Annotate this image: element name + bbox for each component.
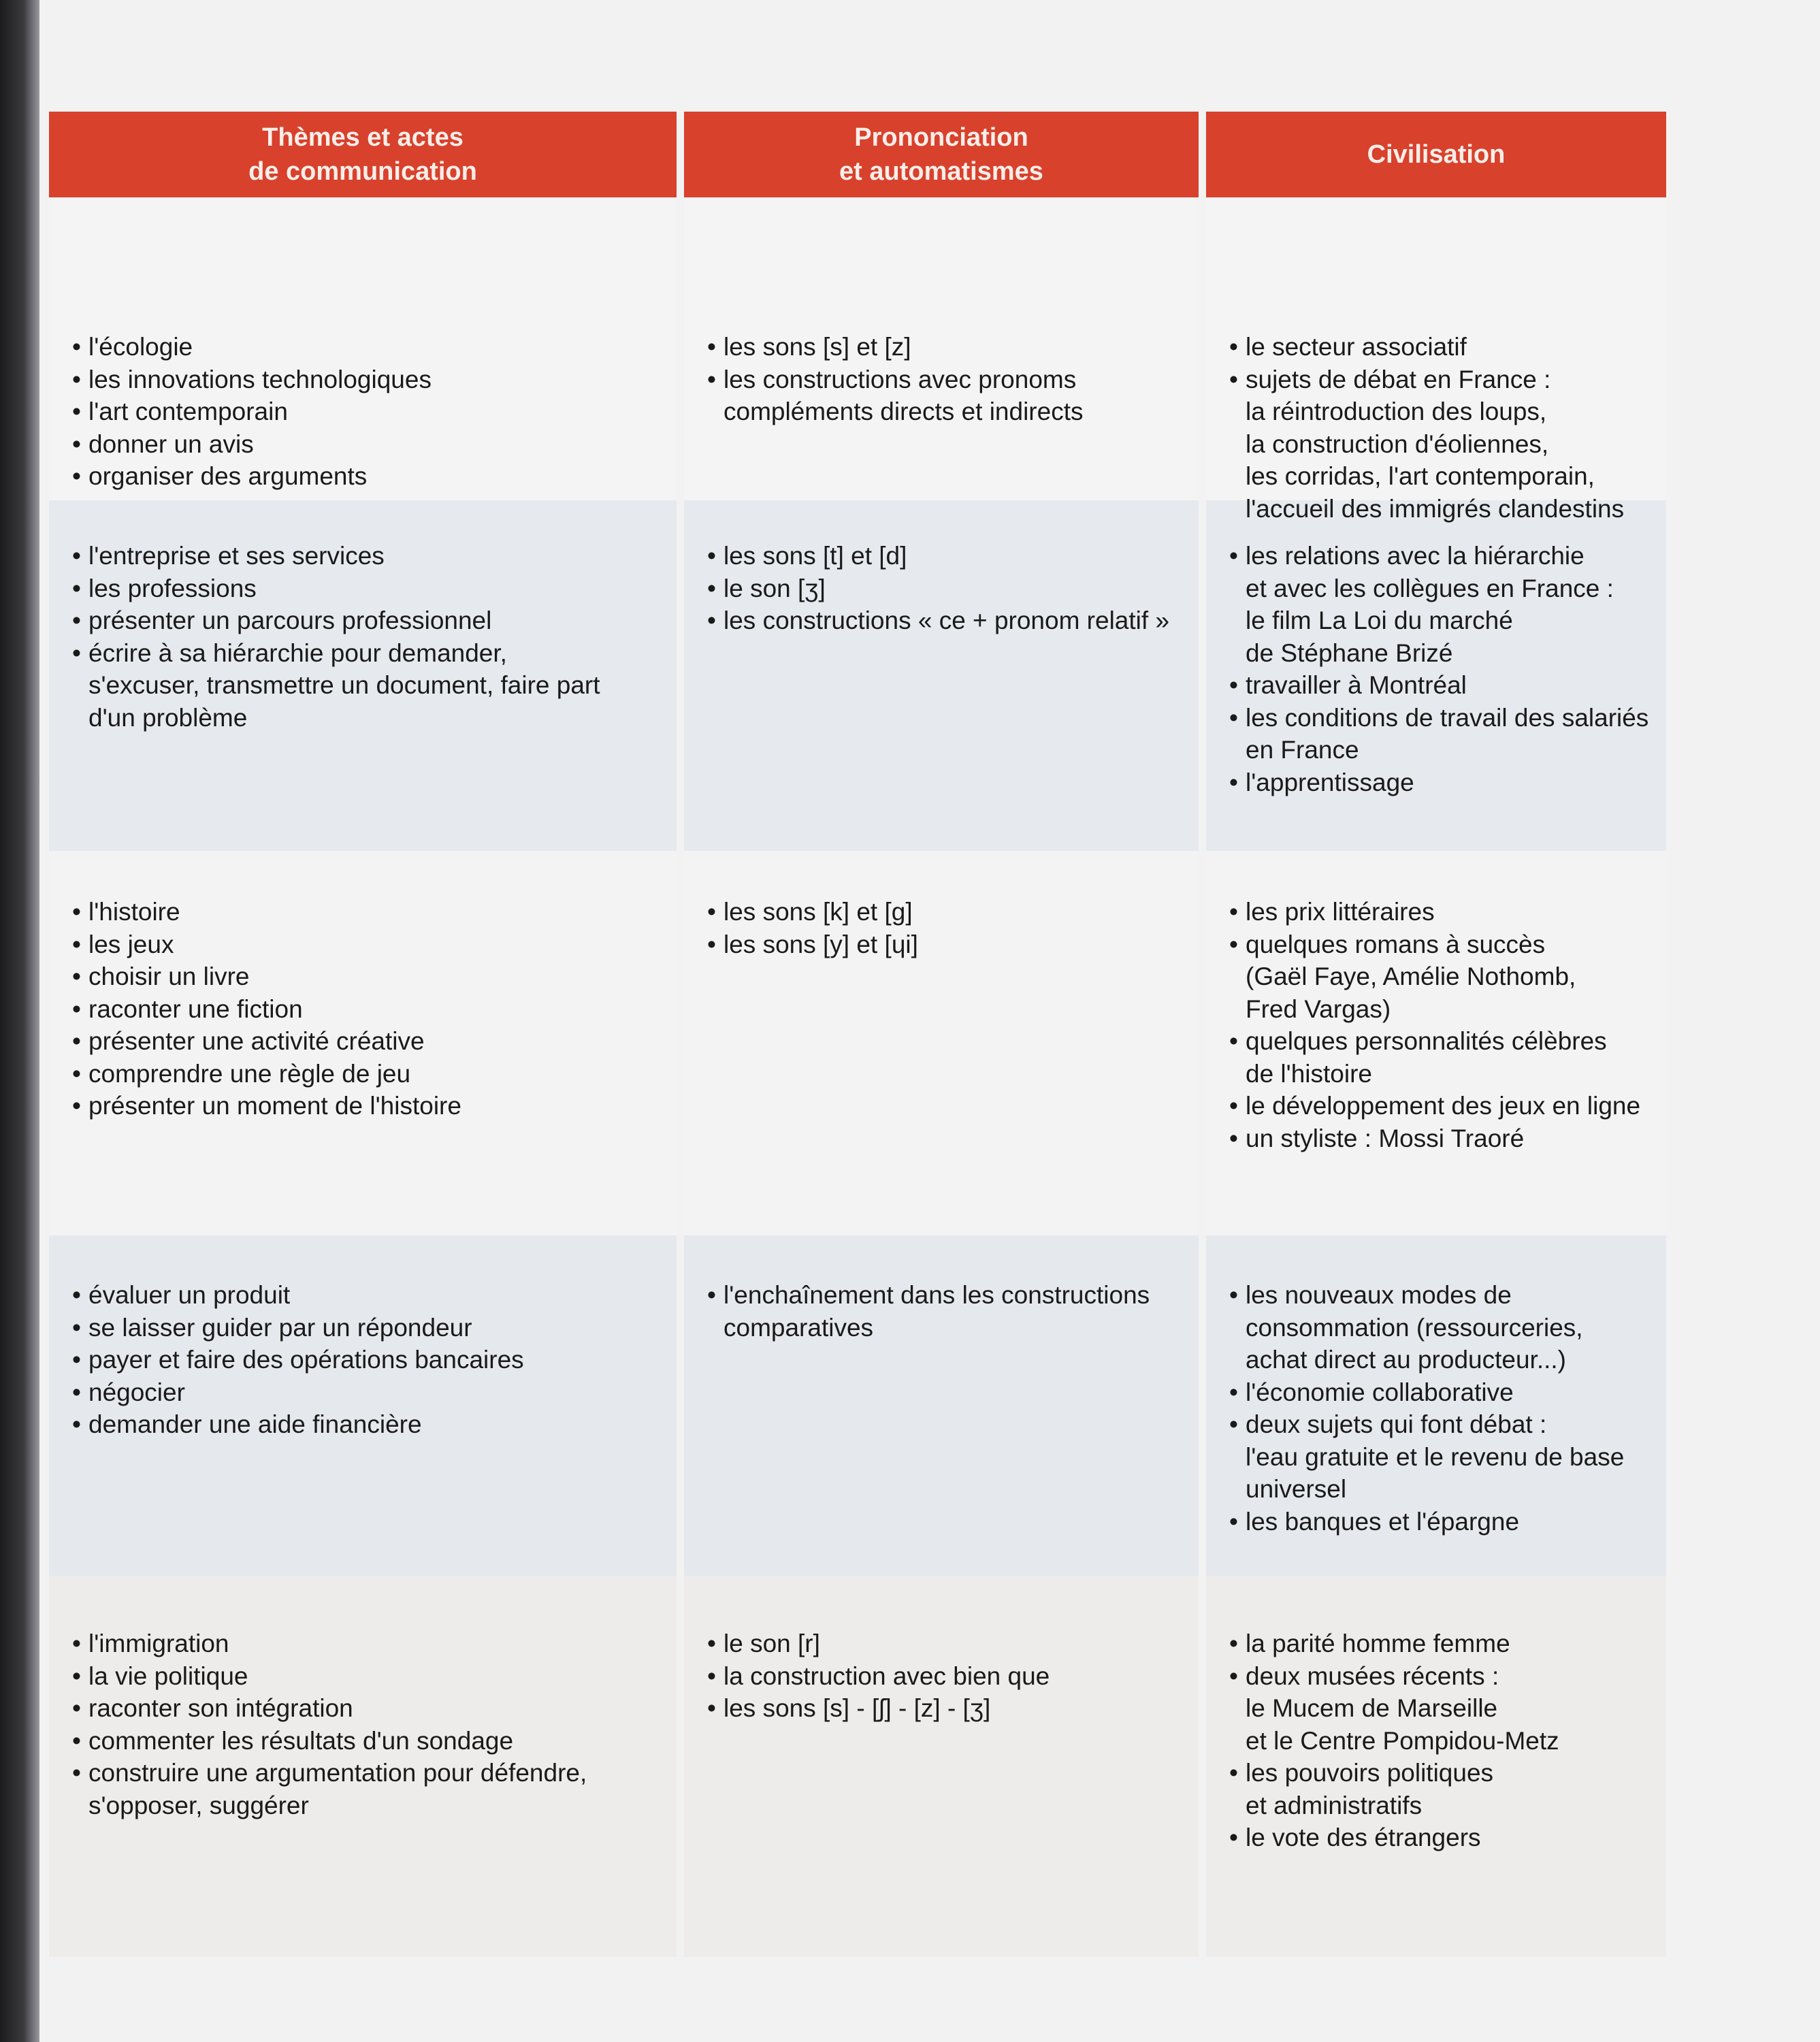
list-item: • les sons [s] - [ʃ] - [z] - [ʒ] [707, 1692, 1050, 1725]
list-item: • le son [ʒ] [707, 572, 1169, 605]
list-item: • payer et faire des opérations bancaires [72, 1344, 524, 1376]
list-item: • les banques et l'épargne [1229, 1506, 1624, 1538]
cell-civilisation [1206, 1576, 1666, 1957]
cell-prononciation [684, 1235, 1199, 1576]
list-item: • travailler à Montréal [1229, 669, 1648, 702]
list-item: • se laisser guider par un répondeur [72, 1312, 524, 1344]
list-item: • l'apprentissage [1229, 766, 1648, 799]
list-item: • les prix littéraires [1229, 896, 1640, 928]
list-item: • le vote des étrangers [1229, 1821, 1559, 1854]
header-civilisation: Civilisation [1206, 112, 1666, 197]
list-item: • les sons [k] et [g] [707, 896, 918, 928]
list-item: • raconter son intégration [72, 1692, 587, 1725]
list-item: • la vie politique [72, 1660, 587, 1693]
cell-civilisation [1206, 500, 1666, 851]
list-item: • le développement des jeux en ligne [1229, 1090, 1640, 1122]
cell-themes [49, 1576, 677, 1957]
list-item: • les sons [t] et [d] [707, 540, 1169, 572]
list-item: • donner un avis [72, 428, 432, 461]
list-item: • sujets de débat en France : la réintroduction des loups, la construction d'éoliennes, les corridas, l'art contemporain, l'accueil des immigrés clandestins [1229, 363, 1624, 525]
list-item: • présenter une activité créative [72, 1025, 461, 1058]
cell-prononciation [684, 500, 1199, 851]
list-item: • deux sujets qui font débat : l'eau gratuite et le revenu de base universel [1229, 1408, 1624, 1506]
header-themes: Thèmes et actes de communication [49, 112, 677, 197]
book-spine-shadow [0, 0, 39, 2042]
list-item: • les nouveaux modes de consommation (ressourceries, achat direct au producteur...) [1229, 1279, 1624, 1376]
list-item: • raconter une fiction [72, 993, 461, 1026]
list-item: • l'histoire [72, 896, 461, 928]
list-item: • l'économie collaborative [1229, 1376, 1624, 1409]
cell-themes [49, 851, 677, 1235]
list-item: • quelques personnalités célèbres de l'histoire [1229, 1025, 1640, 1090]
content-table [49, 112, 1666, 1957]
list-item: • le son [r] [707, 1627, 1050, 1660]
list-item: • les conditions de travail des salariés en France [1229, 702, 1648, 766]
list-item: • construire une argumentation pour défendre, s'opposer, suggérer [72, 1757, 587, 1821]
list-item: • écrire à sa hiérarchie pour demander, s'excuser, transmettre un document, faire part d'un problème [72, 637, 600, 734]
list-item: • l'enchaînement dans les constructions comparatives [707, 1279, 1150, 1344]
cell-civilisation [1206, 1235, 1666, 1576]
list-item: • les pouvoirs politiques et administratifs [1229, 1757, 1559, 1821]
list-item: • les constructions « ce + pronom relatif » [707, 604, 1169, 637]
list-item: • quelques romans à succès (Gaël Faye, Amélie Nothomb, Fred Vargas) [1229, 928, 1640, 1026]
list-item: • la construction avec bien que [707, 1660, 1050, 1693]
list-item: • les sons [s] et [z] [707, 331, 1083, 363]
list-item: • évaluer un produit [72, 1279, 524, 1312]
list-item: • présenter un parcours professionnel [72, 604, 600, 637]
cell-themes [49, 197, 677, 500]
list-item: • l'immigration [72, 1627, 587, 1660]
cell-prononciation [684, 851, 1199, 1235]
list-item: • les professions [72, 572, 600, 605]
list-item: • un styliste : Mossi Traoré [1229, 1122, 1640, 1155]
list-item: • les jeux [72, 928, 461, 961]
list-item: • présenter un moment de l'histoire [72, 1090, 461, 1122]
list-item: • négocier [72, 1376, 524, 1409]
cell-themes [49, 500, 677, 851]
list-item: • le secteur associatif [1229, 331, 1624, 363]
cell-prononciation [684, 197, 1199, 500]
list-item: • organiser des arguments [72, 460, 432, 493]
list-item: • l'entreprise et ses services [72, 540, 600, 572]
list-item: • les innovations technologiques [72, 363, 432, 396]
list-item: • la parité homme femme [1229, 1627, 1559, 1660]
header-prononciation: Prononciation et automatismes [684, 112, 1199, 197]
list-item: • les sons [y] et [ɥi] [707, 928, 918, 961]
list-item: • les constructions avec pronoms compléments directs et indirects [707, 363, 1083, 428]
list-item: • deux musées récents : le Mucem de Marseille et le Centre Pompidou-Metz [1229, 1660, 1559, 1757]
list-item: • les relations avec la hiérarchie et avec les collègues en France : le film La Loi du marché de Stéphane Brizé [1229, 540, 1648, 669]
list-item: • commenter les résultats d'un sondage [72, 1725, 587, 1757]
cell-civilisation [1206, 197, 1666, 523]
list-item: • l'art contemporain [72, 395, 432, 428]
list-item: • l'écologie [72, 331, 432, 363]
list-item: • choisir un livre [72, 960, 461, 993]
list-item: • comprendre une règle de jeu [72, 1058, 461, 1090]
cell-themes [49, 1235, 677, 1576]
cell-civilisation [1206, 851, 1666, 1235]
list-item: • demander une aide financière [72, 1408, 524, 1441]
cell-prononciation [684, 1576, 1199, 1957]
